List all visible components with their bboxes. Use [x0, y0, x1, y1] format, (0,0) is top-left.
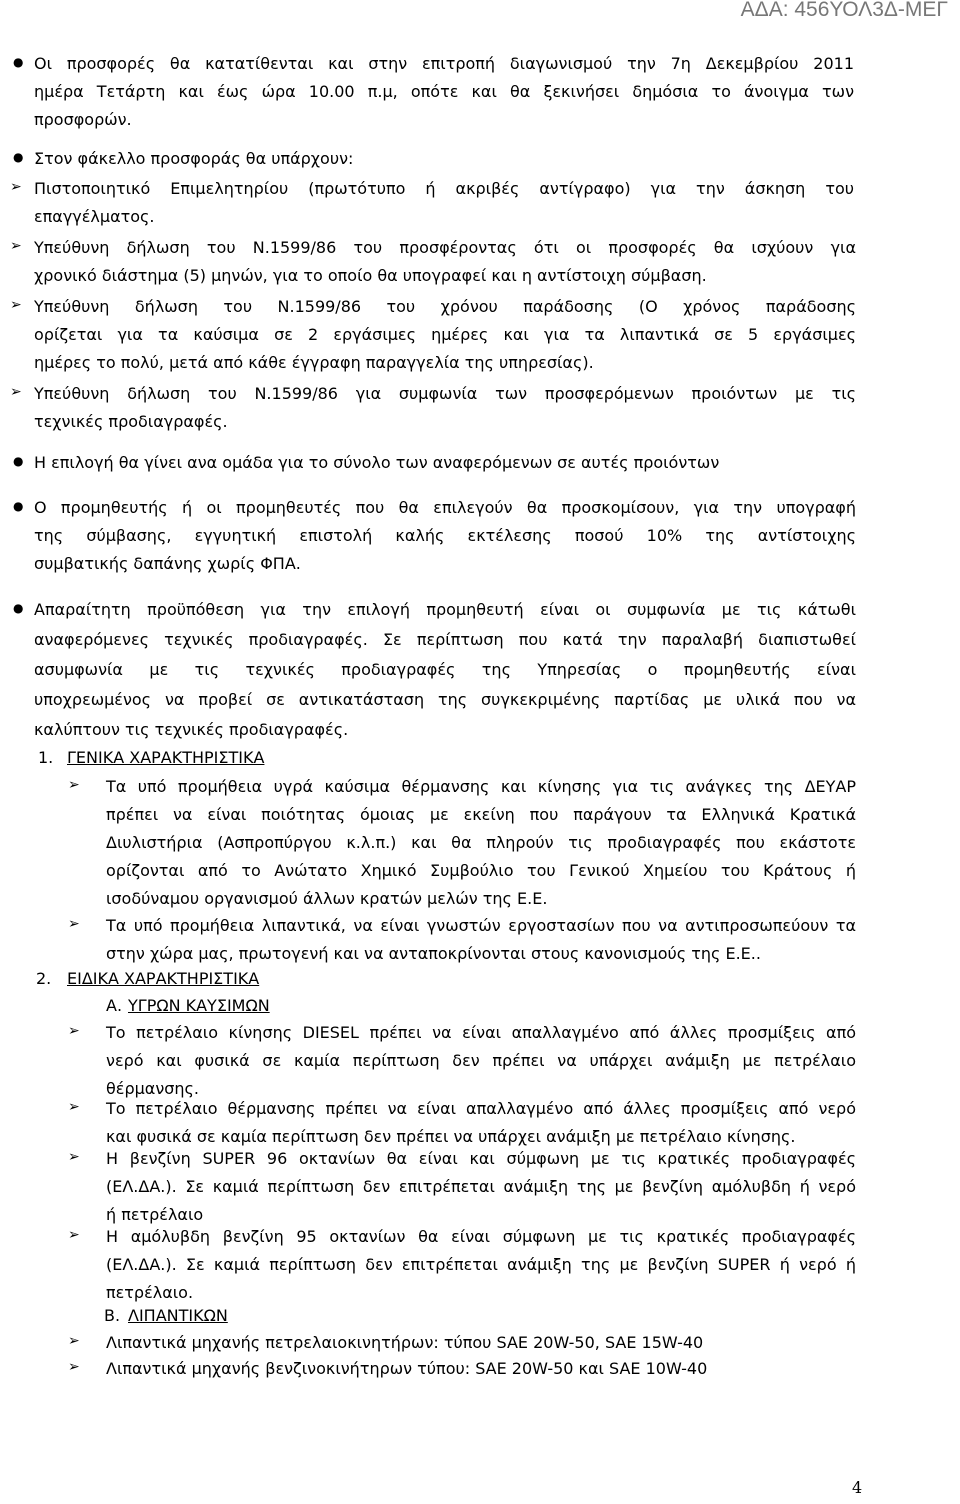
sA-item2-line-2: και φυσικά σε καμία περίπτωση δεν πρέπει να υπάρχει ανάμιξη με πετρέλαιο κίνησης. [106, 1127, 796, 1146]
p5-line-3: ασυμφωνία με τις τεχνικές προδιαγραφές της Υπηρεσίας ο προμηθευτής είναι [34, 660, 856, 679]
p5-line-2: αναφερόμενες τεχνικές προδιαγραφές. Σε περίπτωση που κατά την παραλαβή διαπιστωθεί [34, 630, 856, 649]
s1-item1-line-3: Διυλιστήρια (Ασπροπύργου κ.λ.π.) και θα πληρούν τις προδιαγραφές που εκάστοτε [106, 833, 856, 852]
p1-line-1: Οι προσφορές θα κατατίθενται και στην επιτροπή διαγωνισμού την 7η Δεκεμβρίου 2011 [34, 54, 854, 73]
arrow-bullet-icon: ➢ [10, 179, 22, 195]
sA-item3-line-1: Η βενζίνη SUPER 96 οκτανίων θα είναι και σύμφωνη με τις κρατικές προδιαγραφές [106, 1149, 856, 1168]
doc2-line-2: χρονικό διάστημα (5) μηνών, για το οποίο θα υπογραφεί και η αντίστοιχη σύμβαση. [34, 266, 707, 285]
sA-item4-line-2: (ΕΛ.ΔΑ.). Σε καμιά περίπτωση δεν επιτρέπεται ανάμιξη της με βενζίνη SUPER ή νερό ή [106, 1255, 856, 1274]
p5-line-1: Απαραίτητη προϋπόθεση για την επιλογή προμηθευτή είναι οι συμφωνία με τις κάτωθι [34, 600, 856, 619]
s1-item1-line-1: Τα υπό προμήθεια υγρά καύσιμα θέρμανσης και κίνησης για τις ανάγκες της ΔΕΥΑΡ [106, 777, 856, 796]
doc3-line-1: Υπεύθυνη δήλωση του Ν.1599/86 του χρόνου παράδοσης (Ο χρόνος παράδοσης [34, 297, 856, 316]
s1-item2-line-1: Τα υπό προμήθεια λιπαντικά, να είναι γνωστών εργοστασίων που να αντιπροσωπεύουν τα [106, 916, 856, 935]
s1-item1-line-2: πρέπει να είναι ποιότητας όμοιας με εκείνη που παράγουν τα Ελληνικά Κρατικά [106, 805, 856, 824]
section-2-title: ΕΙΔΙΚΑ ΧΑΡΑΚΤΗΡΙΣΤΙΚΑ [67, 969, 260, 988]
arrow-bullet-icon: ➢ [10, 297, 22, 313]
arrow-bullet-icon: ➢ [10, 384, 22, 400]
arrow-bullet-icon: ➢ [68, 1023, 80, 1039]
sA-item2-line-1: Το πετρέλαιο θέρμανσης πρέπει να είναι απαλλαγμένο από άλλες προσμίξεις από νερό [106, 1099, 856, 1118]
s1-item2-line-2: στην χώρα μας, πρωτογενή και να ανταποκρίνονται στους κανονισμούς της Ε.Ε.. [106, 944, 761, 963]
arrow-bullet-icon: ➢ [68, 1149, 80, 1165]
p5-line-5: καλύπτουν τις τεχνικές προδιαγραφές. [34, 720, 349, 739]
sB-item-1: Λιπαντικά μηχανής πετρελαιοκινητήρων: τύπου SAE 20W-50, SAE 15W-40 [106, 1333, 704, 1352]
arrow-bullet-icon: ➢ [68, 777, 80, 793]
doc1-line-1: Πιστοποιητικό Επιμελητηρίου (πρωτότυπο ή ακριβές αντίγραφο) για την άσκηση του [34, 179, 854, 198]
sA-item4-line-1: Η αμόλυβδη βενζίνη 95 οκτανίων θα είναι σύμφωνη με τις κρατικές προδιαγραφές [106, 1227, 856, 1246]
section-1-title: ΓΕΝΙΚΑ ΧΑΡΑΚΤΗΡΙΣΤΙΚΑ [67, 748, 265, 767]
sA-item1-line-3: θέρμανσης. [106, 1079, 200, 1098]
p4-line-1: Ο προμηθευτής ή οι προμηθευτές που θα επιλεγούν θα προσκομίσουν, για την υπογραφή [34, 498, 856, 517]
arrow-bullet-icon: ➢ [68, 1333, 80, 1349]
p1-line-3: προσφορών. [34, 110, 132, 129]
ada-header: ΑΔΑ: 456ΥΟΛ3Δ-ΜΕΓ [740, 0, 948, 21]
bullet-icon: ● [13, 150, 24, 164]
bullet-icon: ● [13, 454, 24, 468]
arrow-bullet-icon: ➢ [68, 916, 80, 932]
arrow-bullet-icon: ➢ [68, 1099, 80, 1115]
subsection-b-title: ΛΙΠΑΝΤΙΚΩΝ [128, 1306, 228, 1325]
arrow-bullet-icon: ➢ [68, 1359, 80, 1375]
subsection-a-number: Α. [106, 996, 123, 1015]
doc3-line-2: ορίζεται για τα καύσιμα σε 2 εργάσιμες ημέρες και για τα λιπαντικά σε 5 εργάσιμες [34, 325, 856, 344]
doc3-line-3: ημέρες το πολύ, μετά από κάθε έγγραφη παραγγελία της υπηρεσίας). [34, 353, 594, 372]
p5-line-4: υποχρεωμένος να προβεί σε αντικατάσταση της συγκεκριμένης παρτίδας με υλικά που να [34, 690, 856, 709]
sA-item3-line-2: (ΕΛ.ΔΑ.). Σε καμιά περίπτωση δεν επιτρέπεται ανάμιξη της με βενζίνη αμόλυβδη ή νερό [106, 1177, 856, 1196]
doc2-line-1: Υπεύθυνη δήλωση του Ν.1599/86 του προσφέροντας ότι οι προσφορές θα ισχύουν για [34, 238, 856, 257]
doc4-line-2: τεχνικές προδιαγραφές. [34, 412, 228, 431]
sB-item-2: Λιπαντικά μηχανής βενζινοκινήτηρων τύπου: SAE 20W-50 και SAE 10W-40 [106, 1359, 708, 1378]
sA-item1-line-2: νερό και φυσικά σε καμία περίπτωση δεν πρέπει να υπάρχει ανάμιξη με πετρέλαιο [106, 1051, 856, 1070]
subsection-a-title: ΥΓΡΩΝ ΚΑΥΣΙΜΩΝ [128, 996, 270, 1015]
section-2-number: 2. [36, 969, 52, 988]
sA-item3-line-3: ή πετρέλαιο [106, 1205, 204, 1224]
doc4-line-1: Υπεύθυνη δήλωση του Ν.1599/86 για συμφωνία των προσφερόμενων προιόντων με τις [34, 384, 856, 403]
p4-line-2: της σύμβασης, εγγυητική επιστολή καλής εκτέλεσης ποσού 10% της αντίστοιχης [34, 526, 856, 545]
p3-line: Η επιλογή θα γίνει ανα ομάδα για το σύνολο των αναφερόμενων σε αυτές προιόντων [34, 453, 720, 472]
subsection-b-number: Β. [104, 1306, 121, 1325]
s1-item1-line-5: ισοδύναμου οργανισμού άλλων κρατών μελών της Ε.Ε. [106, 889, 548, 908]
bullet-icon: ● [13, 55, 24, 69]
page-number: 4 [852, 1478, 863, 1497]
p1-line-2: ημέρα Τετάρτη και έως ώρα 10.00 π.μ, οπότε και θα ξεκινήσει δημόσια το άνοιγμα των [34, 82, 854, 101]
section-1-number: 1. [38, 748, 54, 767]
doc1-line-2: επαγγέλματος. [34, 207, 155, 226]
p4-line-3: συμβατικής δαπάνης χωρίς ΦΠΑ. [34, 554, 301, 573]
s1-item1-line-4: ορίζονται από το Ανώτατο Χημικό Συμβούλιο του Γενικού Χημείου του Κράτους ή [106, 861, 856, 880]
sA-item4-line-3: πετρέλαιο. [106, 1283, 194, 1302]
arrow-bullet-icon: ➢ [10, 238, 22, 254]
sA-item1-line-1: Το πετρέλαιο κίνησης DIESEL πρέπει να είναι απαλλαγμένο από άλλες προσμίξεις από [106, 1023, 856, 1042]
arrow-bullet-icon: ➢ [68, 1227, 80, 1243]
bullet-icon: ● [13, 601, 24, 615]
bullet-icon: ● [13, 499, 24, 513]
p2-line: Στον φάκελλο προσφοράς θα υπάρχουν: [34, 149, 354, 168]
